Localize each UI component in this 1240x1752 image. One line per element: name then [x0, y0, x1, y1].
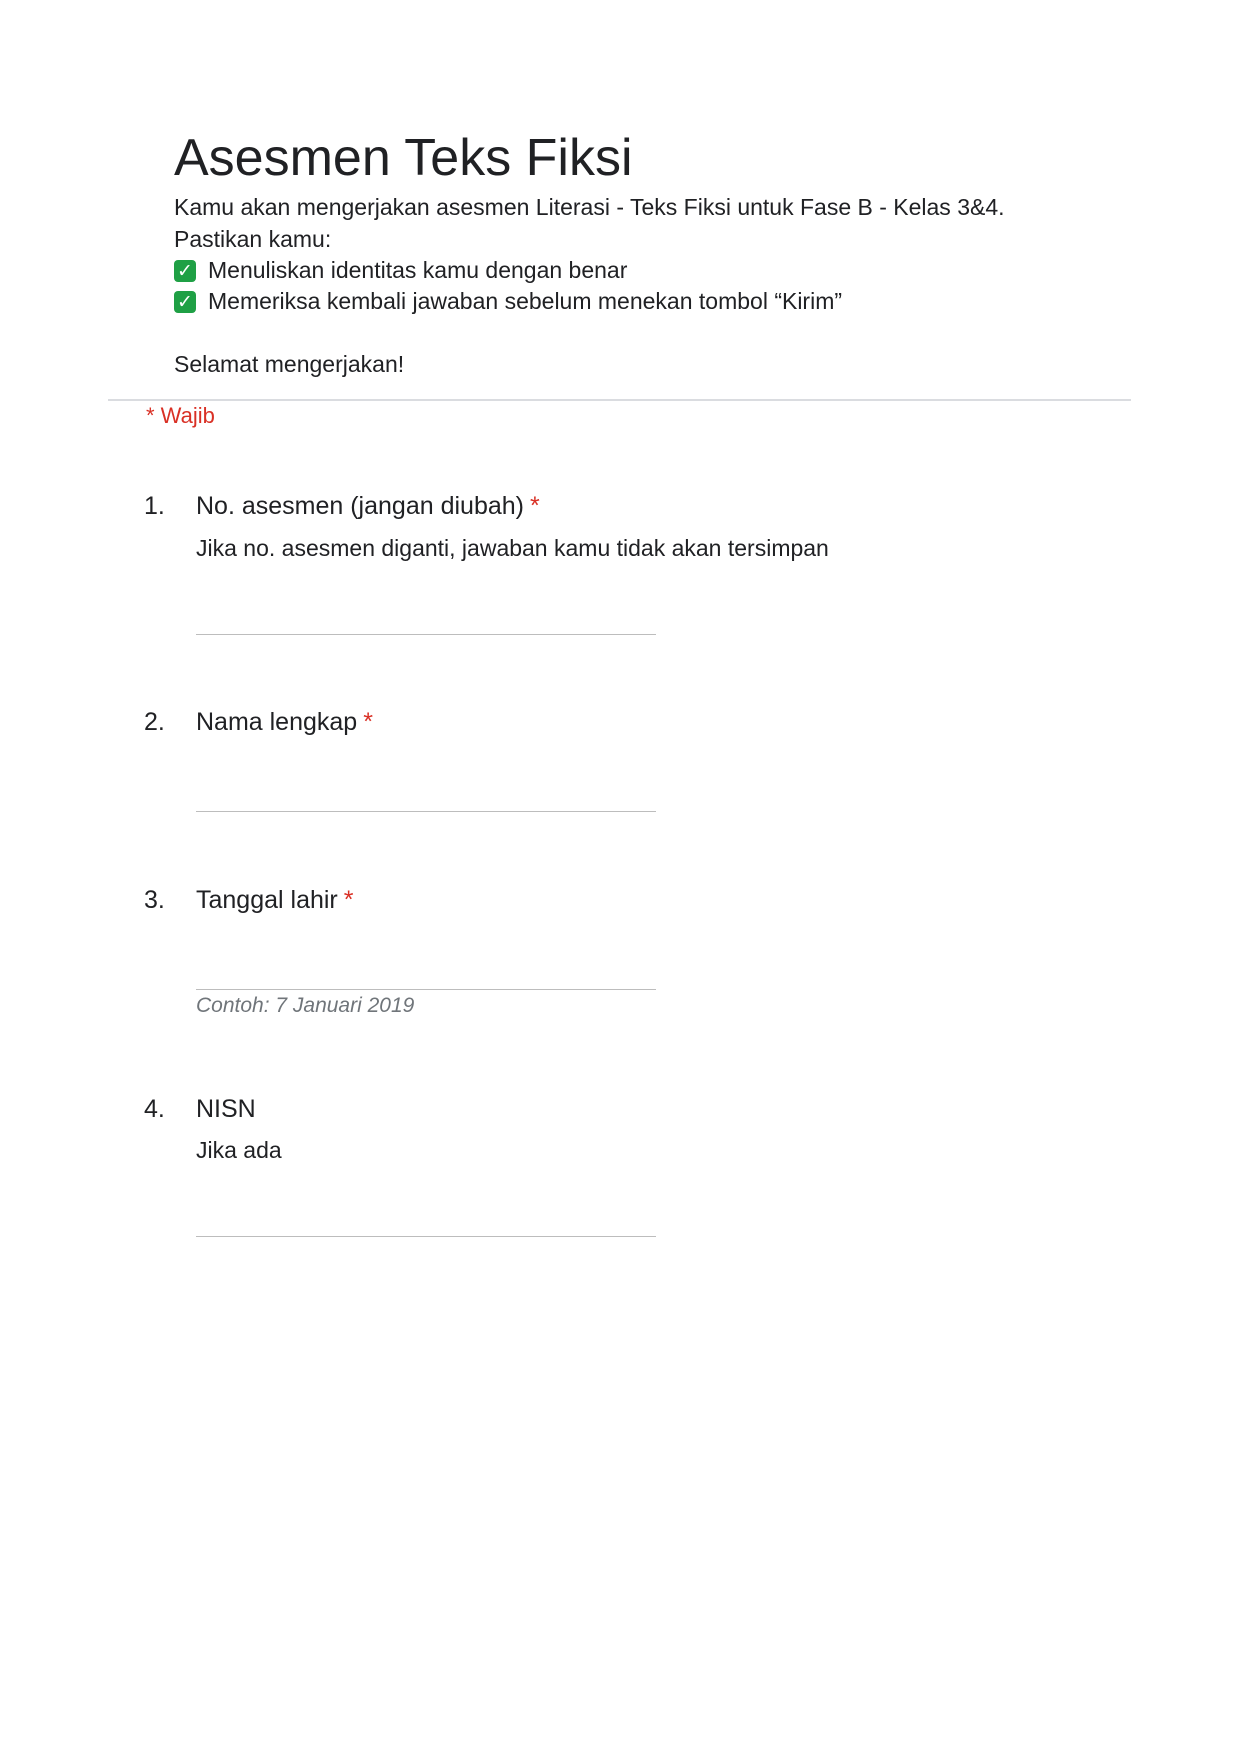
required-note: * Wajib [146, 403, 215, 428]
page-title: Asesmen Teks Fiksi [174, 129, 633, 187]
checklist-item [174, 255, 627, 286]
date-example-hint: Contoh: 7 Januari 2019 [196, 994, 415, 1017]
question-title-text: NISN [196, 1095, 256, 1123]
nisn-input[interactable] [196, 1236, 656, 1237]
checklist-item-text: Menuliskan identitas kamu dengan benar [208, 257, 628, 283]
required-star: * [343, 886, 354, 914]
no-asesmen-input[interactable] [196, 634, 656, 635]
question-number: 2. [144, 708, 165, 736]
question-title-text: No. asesmen (jangan diubah) [196, 492, 524, 520]
question-help-text: Jika ada [196, 1137, 282, 1163]
check-mark-button-icon: ✓ [174, 260, 196, 282]
question-title [196, 706, 373, 738]
question-title-text: Tanggal lahir [196, 886, 338, 914]
question-title-text: Nama lengkap [196, 708, 358, 736]
checklist-item-text: Memeriksa kembali jawaban sebelum menekan tombol “Kirim” [208, 288, 843, 314]
tanggal-lahir-input[interactable] [196, 989, 656, 990]
checklist-item [174, 286, 842, 317]
closing-text: Selamat mengerjakan! [174, 351, 405, 377]
required-star: * [363, 708, 373, 736]
question-number: 1. [144, 492, 165, 520]
question-number: 4. [144, 1095, 165, 1123]
question-number: 3. [144, 886, 165, 914]
header-divider [108, 399, 1131, 401]
check-mark-button-icon: ✓ [174, 291, 196, 313]
required-star: * [529, 492, 540, 520]
form-description: Kamu akan mengerjakan asesmen Literasi - Teks Fiksi untuk Fase B - Kelas 3&4. [174, 194, 1005, 220]
question-title [196, 490, 540, 522]
form-instructions-heading: Pastikan kamu: [174, 226, 332, 252]
question-title [196, 1093, 256, 1125]
nama-lengkap-input[interactable] [196, 811, 656, 812]
question-title [196, 884, 354, 916]
question-help-text: Jika no. asesmen diganti, jawaban kamu tidak akan tersimpan [196, 535, 829, 561]
